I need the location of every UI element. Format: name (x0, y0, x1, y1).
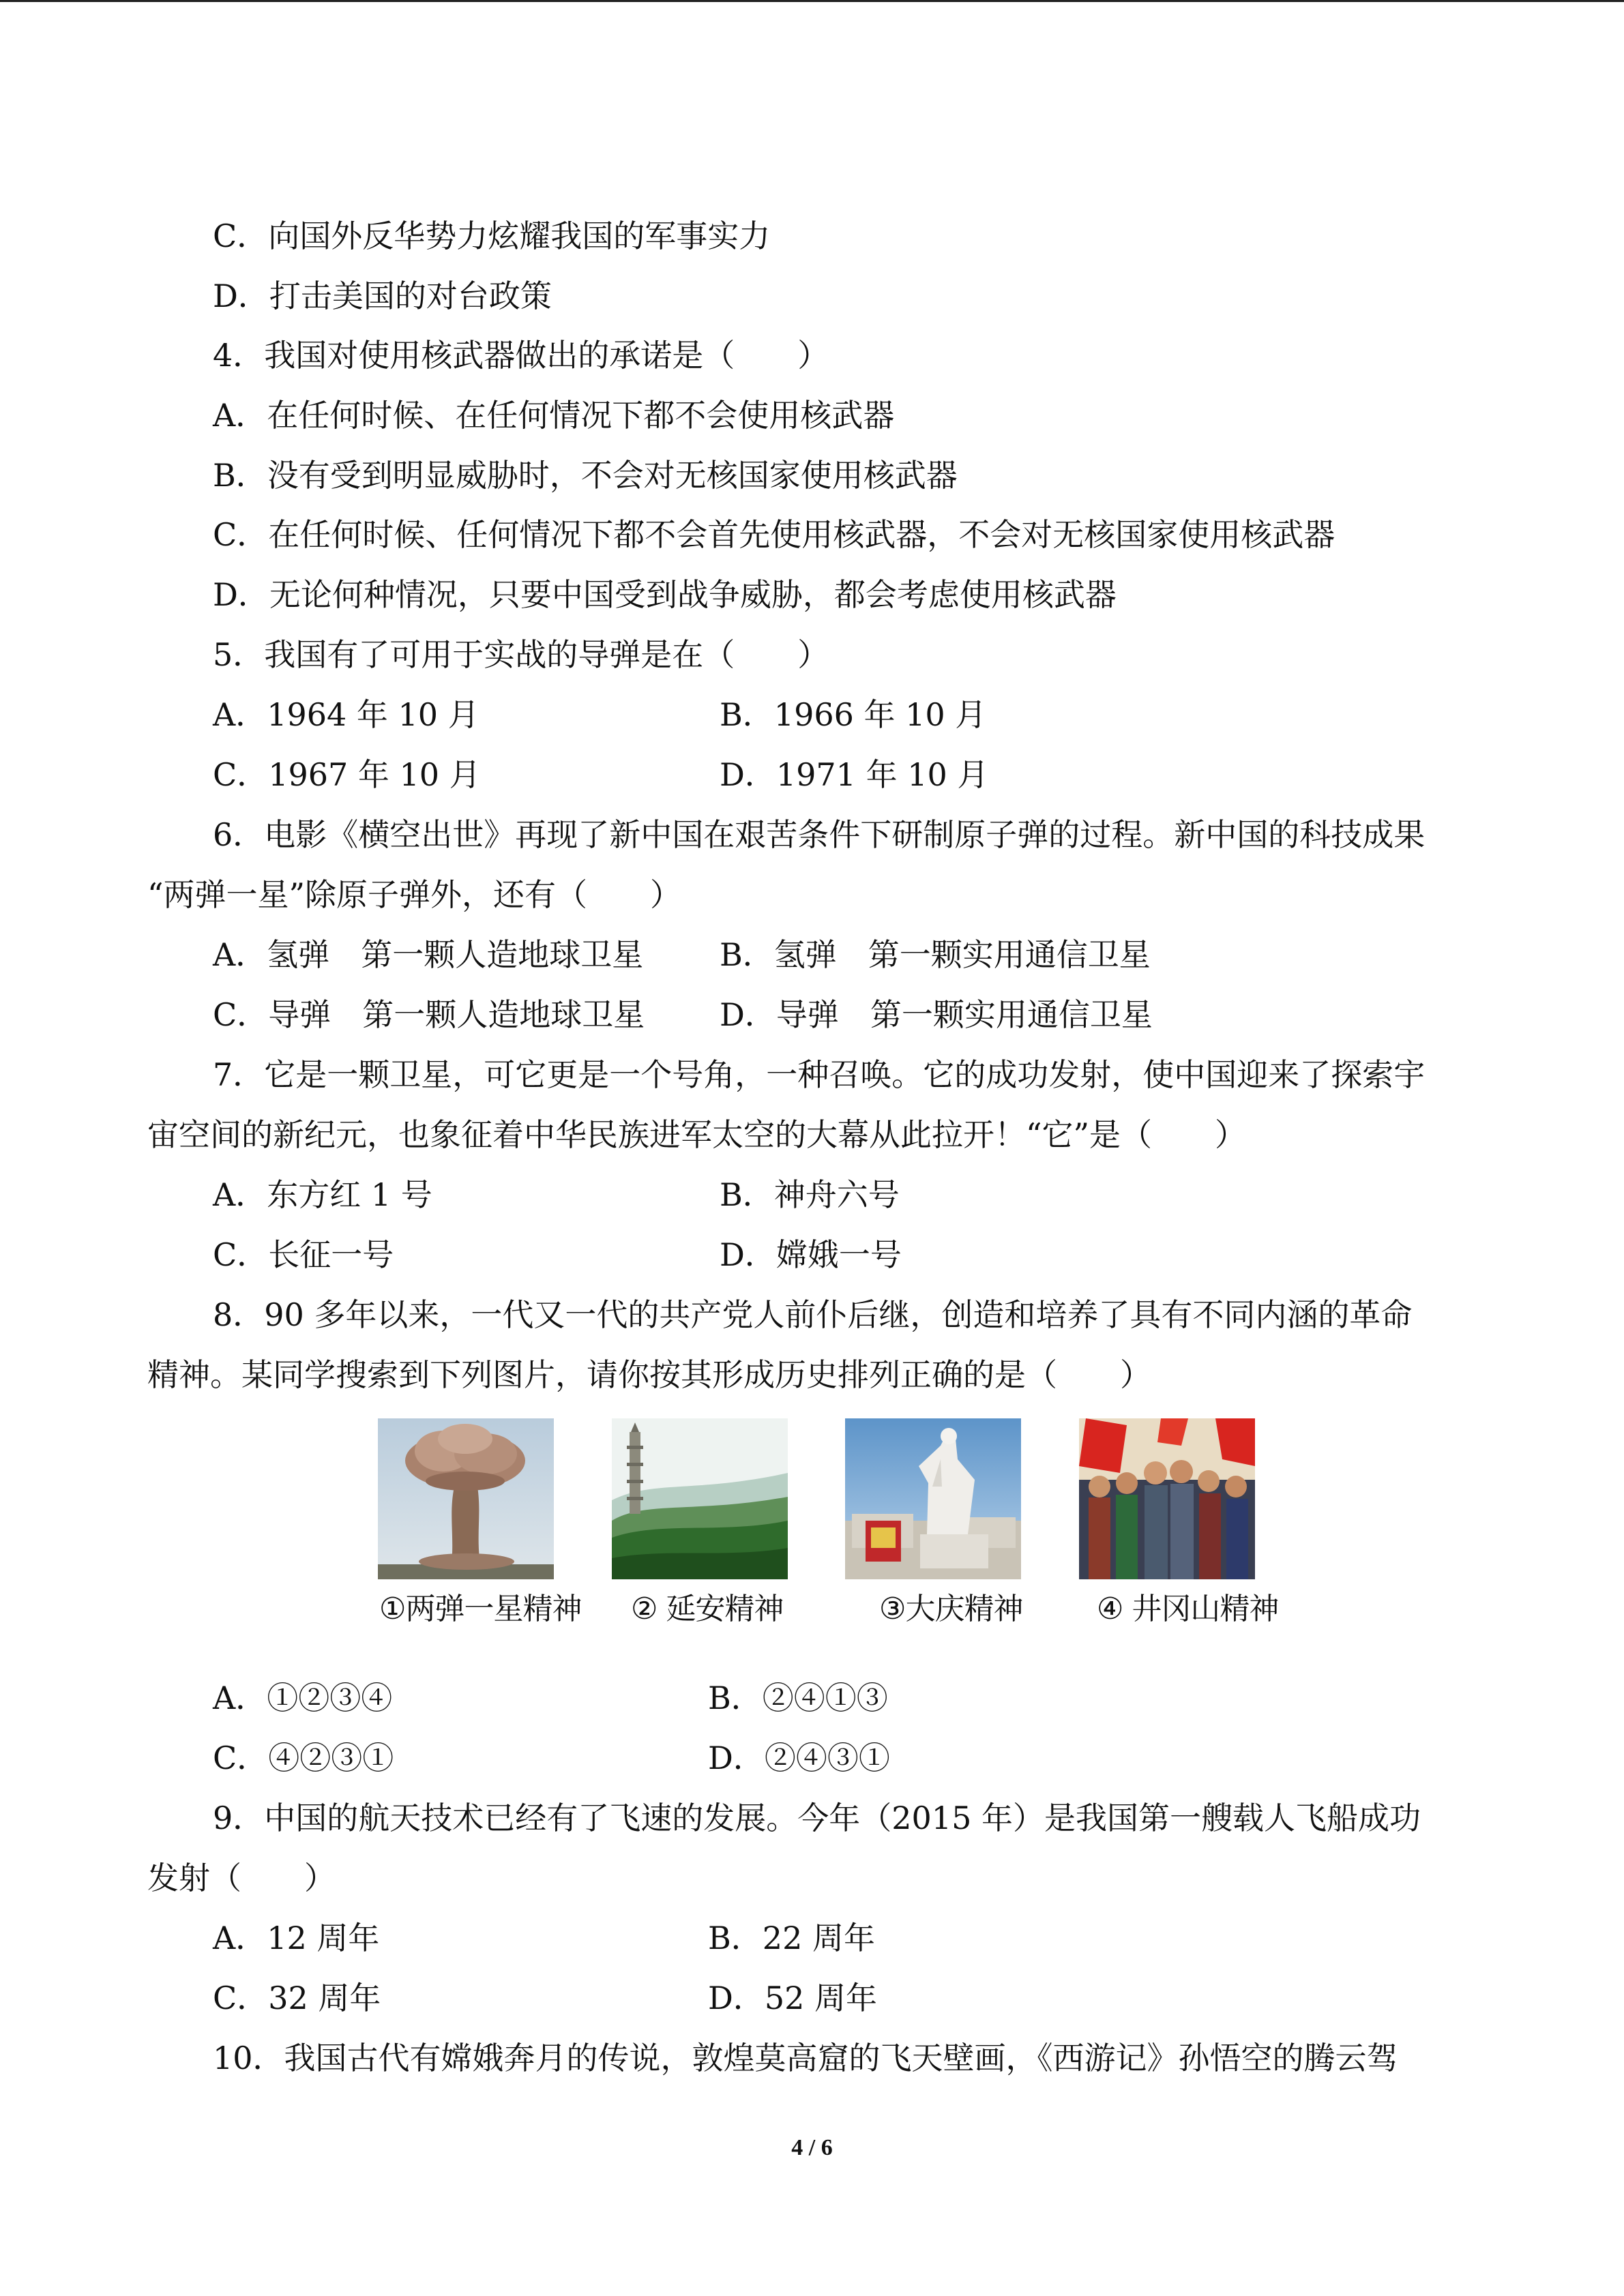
q9-option-c: C．32 周年 (213, 1980, 381, 2016)
question-6-line-2: “两弹一星”除原子弹外，还有（ ） (147, 876, 682, 913)
q5-option-d: D．1971 年 10 月 (720, 756, 989, 793)
q7-option-d: D．嫦娥一号 (720, 1236, 902, 1273)
figure-3-caption: ③大庆精神 (879, 1592, 1023, 1626)
q5-option-b: B．1966 年 10 月 (720, 696, 987, 733)
q7-option-c: C．长征一号 (213, 1236, 394, 1273)
q3-option-d: D．打击美国的对台政策 (213, 278, 552, 314)
q6-option-c: C．导弹 第一颗人造地球卫星 (213, 996, 645, 1033)
q4-option-c: C．在任何时候、任何情况下都不会首先使用核武器，不会对无核国家使用核武器 (213, 516, 1335, 553)
q5-option-a: A．1964 年 10 月 (213, 696, 479, 733)
question-7-line-2: 宙空间的新纪元，也象征着中华民族进军太空的大幕从此拉开！“它”是（ ） (147, 1116, 1247, 1153)
pagoda-icon (612, 1418, 788, 1579)
yanan-pagoda-photo (612, 1418, 788, 1626)
question-8-line-2: 精神。某同学搜索到下列图片，请你按其形成历史排列正确的是（ ） (147, 1356, 1151, 1393)
figure-4-caption: ④ 井冈山精神 (1097, 1592, 1279, 1626)
q4-option-b: B．没有受到明显威胁时，不会对无核国家使用核武器 (213, 457, 958, 494)
q4-option-a: A．在任何时候、在任何情况下都不会使用核武器 (213, 397, 895, 434)
q9-option-d: D．52 周年 (708, 1980, 878, 2016)
q9-option-a: A．12 周年 (213, 1920, 380, 1956)
question-8-figures (0, 1418, 1624, 1643)
mushroom-cloud-icon (378, 1418, 554, 1579)
q6-option-a: A．氢弹 第一颗人造地球卫星 (213, 936, 644, 973)
question-5: 5．我国有了可用于实战的导弹是在（ ） (213, 636, 829, 673)
mushroom-cloud-photo (378, 1418, 582, 1626)
question-4: 4．我国对使用核武器做出的承诺是（ ） (213, 337, 829, 374)
q5-option-c: C．1967 年 10 月 (213, 756, 481, 793)
question-7-line-1: 7．它是一颗卫星，可它更是一个号角，一种召唤。它的成功发射，使中国迎来了探索宇 (213, 1056, 1426, 1093)
q8-option-c: C．④②③① (213, 1740, 394, 1776)
page-number: 4 / 6 (791, 2135, 833, 2160)
q8-option-d: D．②④③① (708, 1740, 890, 1776)
q8-option-b: B．②④①③ (708, 1680, 888, 1716)
statue-icon (845, 1418, 1021, 1579)
q9-option-b: B．22 周年 (708, 1920, 875, 1956)
q6-option-b: B．氢弹 第一颗实用通信卫星 (720, 936, 1151, 973)
figure-2-caption: ② 延安精神 (631, 1592, 784, 1626)
jinggangshan-crowd-photo (1079, 1418, 1279, 1626)
q8-option-a: A．①②③④ (213, 1680, 393, 1716)
q3-option-c: C．向国外反华势力炫耀我国的军事实力 (213, 218, 771, 254)
question-6-line-1: 6．电影《横空出世》再现了新中国在艰苦条件下研制原子弹的过程。新中国的科技成果 (213, 816, 1426, 853)
top-border (0, 0, 1624, 2)
crowd-icon (1079, 1418, 1255, 1579)
q7-option-b: B．神舟六号 (720, 1176, 900, 1213)
question-9-line-2: 发射（ ） (147, 1860, 336, 1896)
question-9-line-1: 9．中国的航天技术已经有了飞速的发展。今年（2015 年）是我国第一艘载人飞船成功 (213, 1800, 1421, 1836)
daqing-statue-photo (845, 1418, 1023, 1626)
q4-option-d: D．无论何种情况，只要中国受到战争威胁，都会考虑使用核武器 (213, 576, 1117, 613)
question-8-line-1: 8．90 多年以来，一代又一代的共产党人前仆后继，创造和培养了具有不同内涵的革命 (213, 1296, 1413, 1333)
q6-option-d: D．导弹 第一颗实用通信卫星 (720, 996, 1153, 1033)
figure-1-caption: ①两弹一星精神 (379, 1592, 582, 1626)
q7-option-a: A．东方红 1 号 (213, 1176, 432, 1213)
question-10-line-1: 10．我国古代有嫦娥奔月的传说，敦煌莫高窟的飞天壁画，《西游记》孙悟空的腾云驾 (213, 2040, 1398, 2076)
